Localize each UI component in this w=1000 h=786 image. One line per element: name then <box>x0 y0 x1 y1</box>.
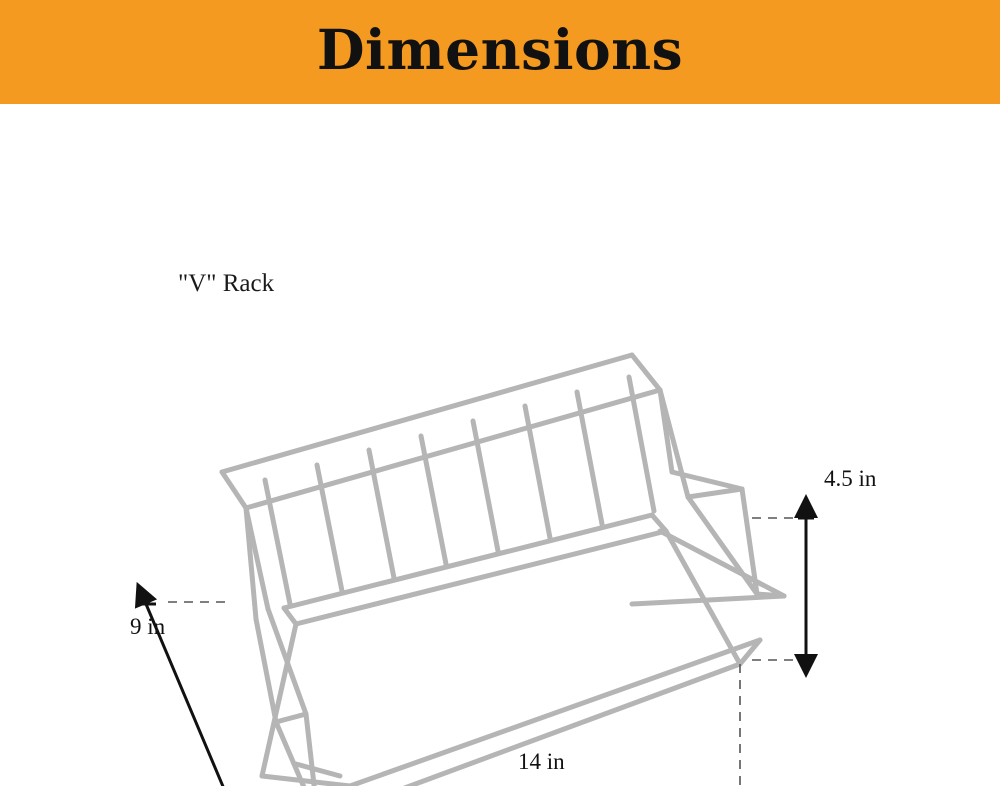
product-figure <box>0 104 1000 786</box>
wire-rack-drawing <box>222 355 784 786</box>
header-banner <box>0 0 1000 104</box>
width-dimension-label: 14 in <box>518 749 565 774</box>
v-rack-illustration <box>0 104 1000 786</box>
height-dimension-label: 4.5 in <box>824 466 877 491</box>
depth-dimension-label: 9 in <box>130 614 166 639</box>
page-title: Dimensions <box>316 17 684 82</box>
product-label: "V" Rack <box>178 270 275 297</box>
